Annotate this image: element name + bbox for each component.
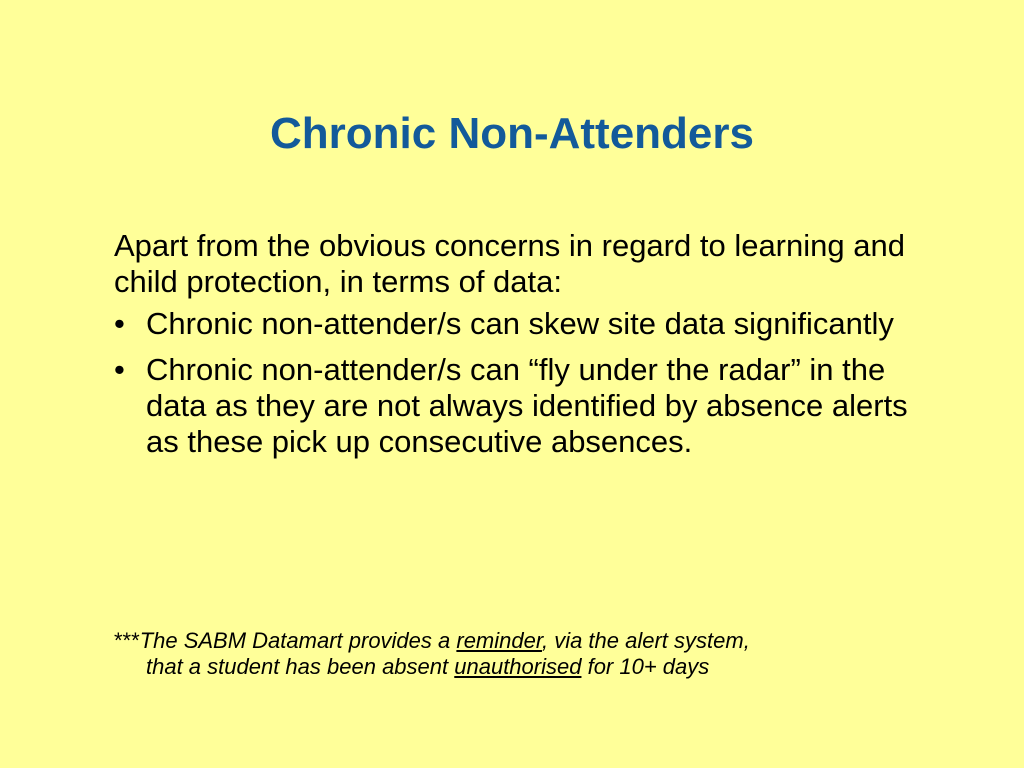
intro-text: Apart from the obvious concerns in regard to learning and child protection, in terms of data: — [114, 228, 905, 299]
bullet-text: Chronic non-attender/s can “fly under the radar” in the data as they are not always identified by absence alerts as these pick up consecutive absences. — [146, 352, 908, 459]
bullet-symbol: • — [114, 352, 125, 387]
bullet-symbol: • — [114, 306, 125, 341]
footnote-line-1 — [114, 628, 944, 654]
footnote-text-4: for 10+ days — [581, 654, 710, 679]
footnote — [114, 628, 944, 680]
bullet-list — [114, 306, 944, 460]
bullet-text: Chronic non-attender/s can skew site data significantly — [146, 306, 894, 341]
footnote-text-1: The SABM Datamart provides a — [139, 628, 457, 653]
footnote-text-2: , via the alert system, — [541, 628, 750, 653]
footnote-prefix: *** — [114, 628, 140, 653]
bullet-item — [114, 352, 944, 460]
footnote-line-2 — [114, 654, 944, 680]
bullet-item — [114, 306, 944, 342]
slide-title: Chronic Non-Attenders — [270, 109, 754, 158]
footnote-reminder: reminder — [456, 628, 542, 653]
slide-body — [114, 228, 944, 470]
footnote-text-3: that a student has been absent — [146, 654, 455, 679]
footnote-unauthorised: unauthorised — [454, 654, 582, 679]
